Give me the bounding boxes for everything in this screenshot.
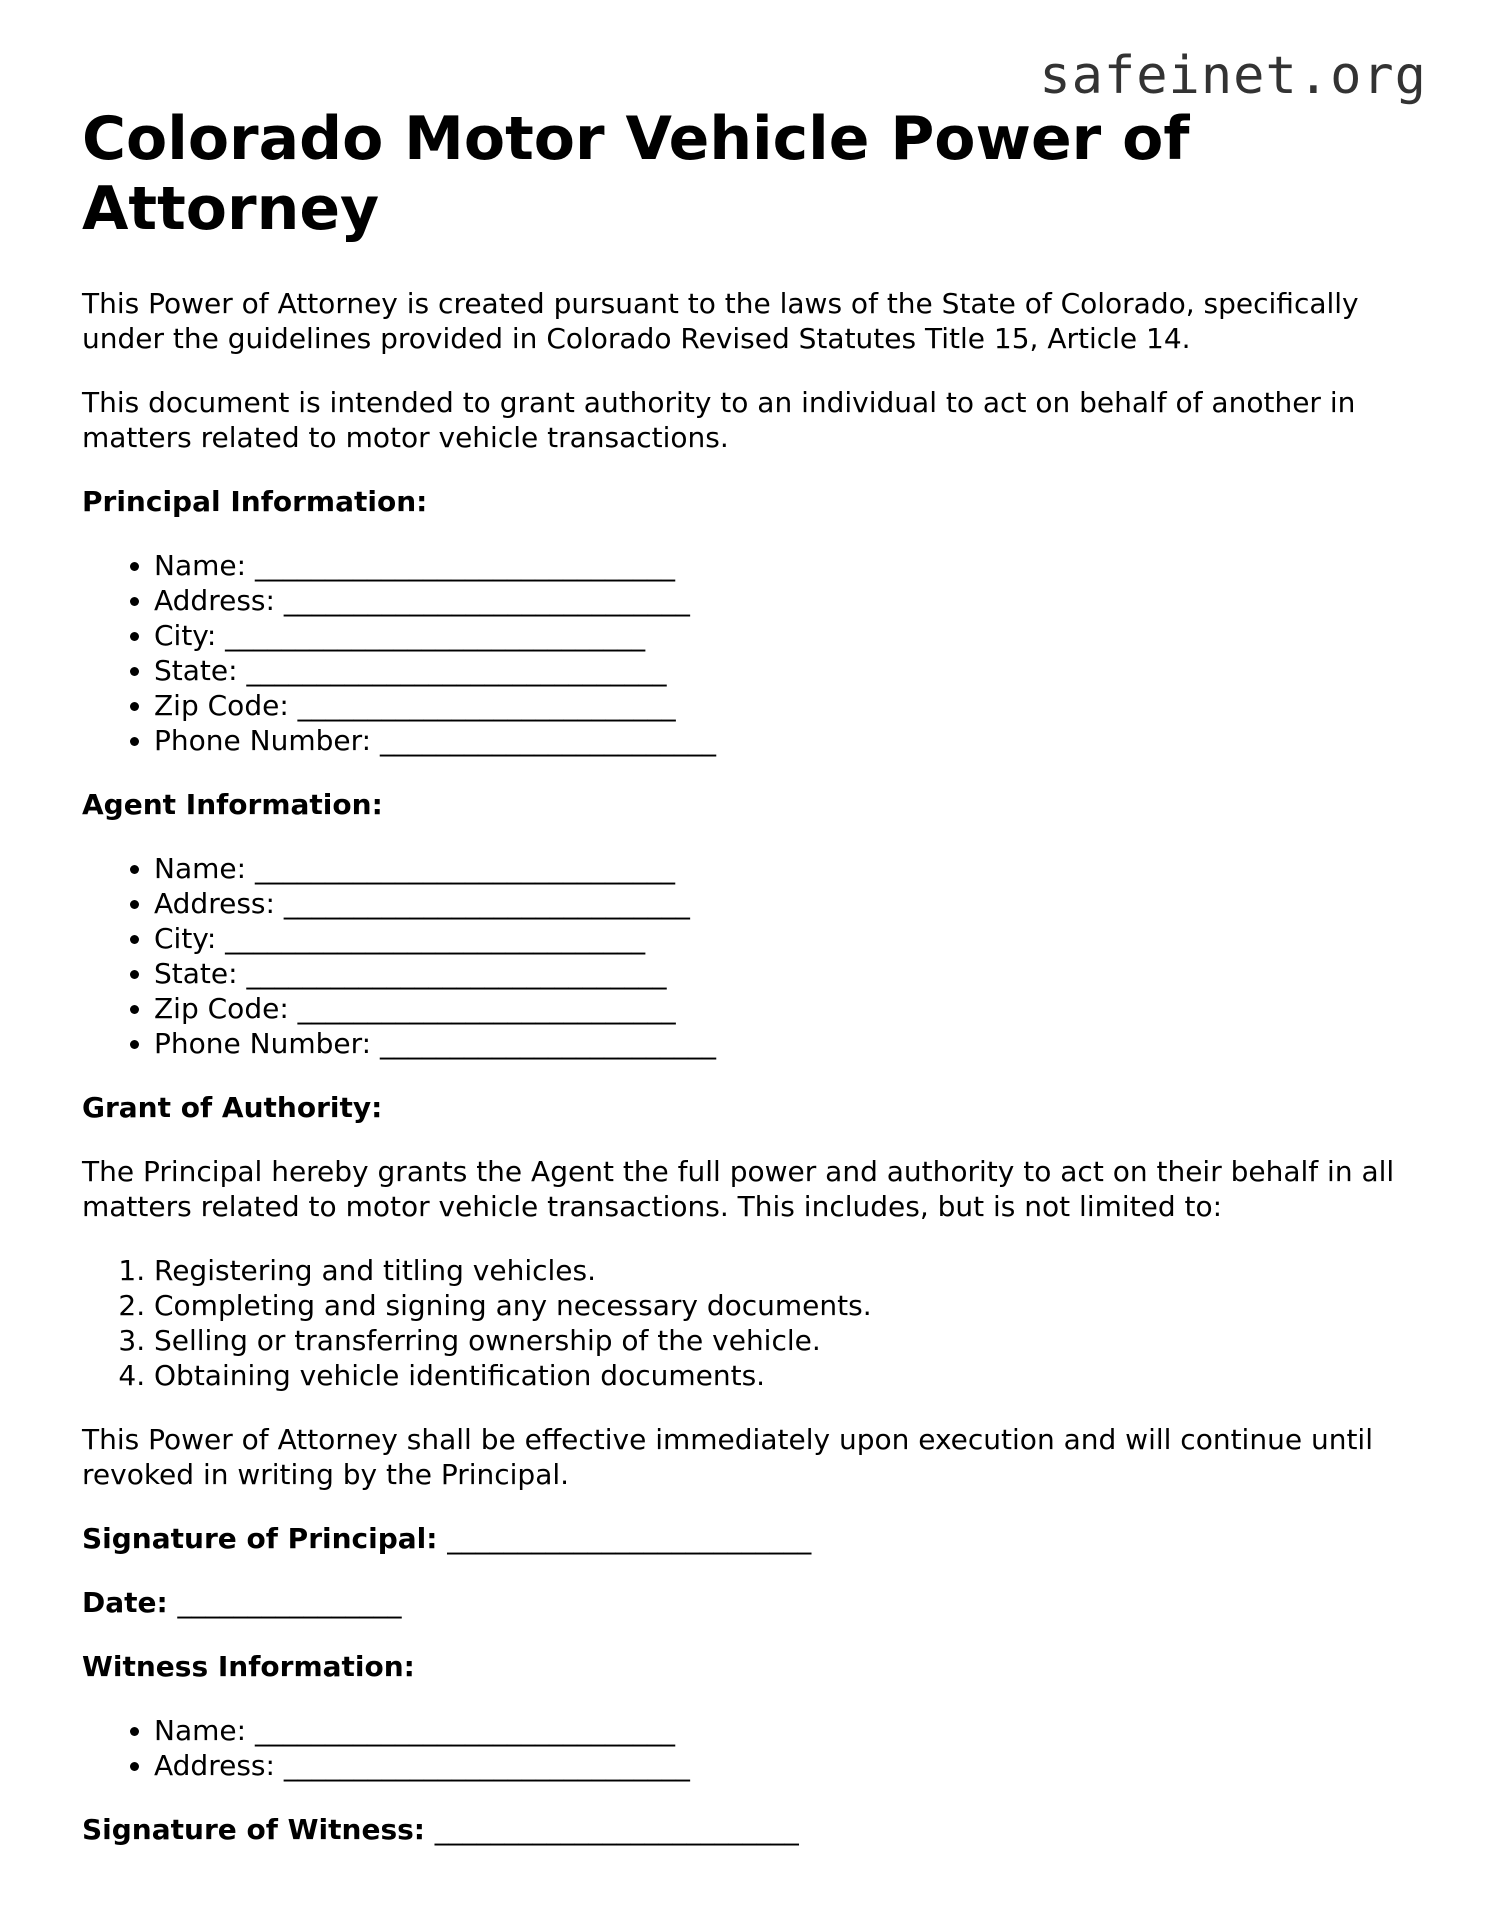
principal-signature-line: __________________________: [447, 1522, 812, 1555]
principal-address-field: • Address: _____________________________: [154, 583, 1422, 618]
date-line: ________________: [177, 1586, 402, 1619]
grant-item: 4. Obtaining vehicle identification documents.: [154, 1358, 1422, 1393]
agent-state-field: • State: ______________________________: [154, 956, 1422, 991]
principal-zip-field: • Zip Code: ___________________________: [154, 688, 1422, 723]
witness-address-field: • Address: _____________________________: [154, 1748, 1422, 1783]
principal-name-field: • Name: ______________________________: [154, 548, 1422, 583]
effective-paragraph: This Power of Attorney shall be effective immediately upon execution and will continue until revoked in writing by the Principal.: [82, 1423, 1373, 1491]
grant-item: 3. Selling or transferring ownership of the vehicle.: [154, 1323, 1422, 1358]
principal-state-field: • State: ______________________________: [154, 653, 1422, 688]
witness-signature-line: __________________________: [434, 1813, 799, 1846]
grant-text: The Principal hereby grants the Agent the full power and authority to act on their behalf in all matters related to motor vehicle transactions. This includes, but is not limited to:: [82, 1155, 1395, 1223]
agent-phone-field: • Phone Number: ________________________: [154, 1026, 1422, 1061]
grant-items-list: [82, 1253, 1422, 1393]
witness-fields-list: [82, 1713, 1422, 1783]
grant-item: 1. Registering and titling vehicles.: [154, 1253, 1422, 1288]
witness-name-field: • Name: ______________________________: [154, 1713, 1422, 1748]
principal-phone-field: • Phone Number: ________________________: [154, 723, 1422, 758]
grant-heading: Grant of Authority:: [82, 1091, 383, 1124]
intro-paragraph-1: This Power of Attorney is created pursuant to the laws of the State of Colorado, specifically under the guidelines provided in Colorado Revised Statutes Title 15, Article 14.: [82, 287, 1359, 355]
witness-signature-row: [82, 1812, 1422, 1847]
document-page: [82, 104, 1422, 1876]
agent-address-field: • Address: _____________________________: [154, 886, 1422, 921]
principal-signature-row: [82, 1521, 1422, 1556]
agent-zip-field: • Zip Code: ___________________________: [154, 991, 1422, 1026]
page-title: Colorado Motor Vehicle Power of Attorney: [82, 104, 1190, 244]
principal-heading: Principal Information:: [82, 485, 428, 518]
date-row: [82, 1585, 1422, 1620]
watermark: safeinet.org: [1039, 46, 1427, 106]
date-label: Date:: [82, 1586, 168, 1619]
principal-fields-list: [82, 548, 1422, 758]
agent-heading: Agent Information:: [82, 788, 383, 821]
principal-city-field: • City: ______________________________: [154, 618, 1422, 653]
agent-name-field: • Name: ______________________________: [154, 851, 1422, 886]
agent-city-field: • City: ______________________________: [154, 921, 1422, 956]
principal-signature-label: Signature of Principal:: [82, 1522, 438, 1555]
witness-heading: Witness Information:: [82, 1650, 415, 1683]
grant-item: 2. Completing and signing any necessary documents.: [154, 1288, 1422, 1323]
witness-signature-label: Signature of Witness:: [82, 1813, 425, 1846]
agent-fields-list: [82, 851, 1422, 1061]
intro-paragraph-2: This document is intended to grant authority to an individual to act on behalf of another in matters related to motor vehicle transactions.: [82, 386, 1356, 454]
